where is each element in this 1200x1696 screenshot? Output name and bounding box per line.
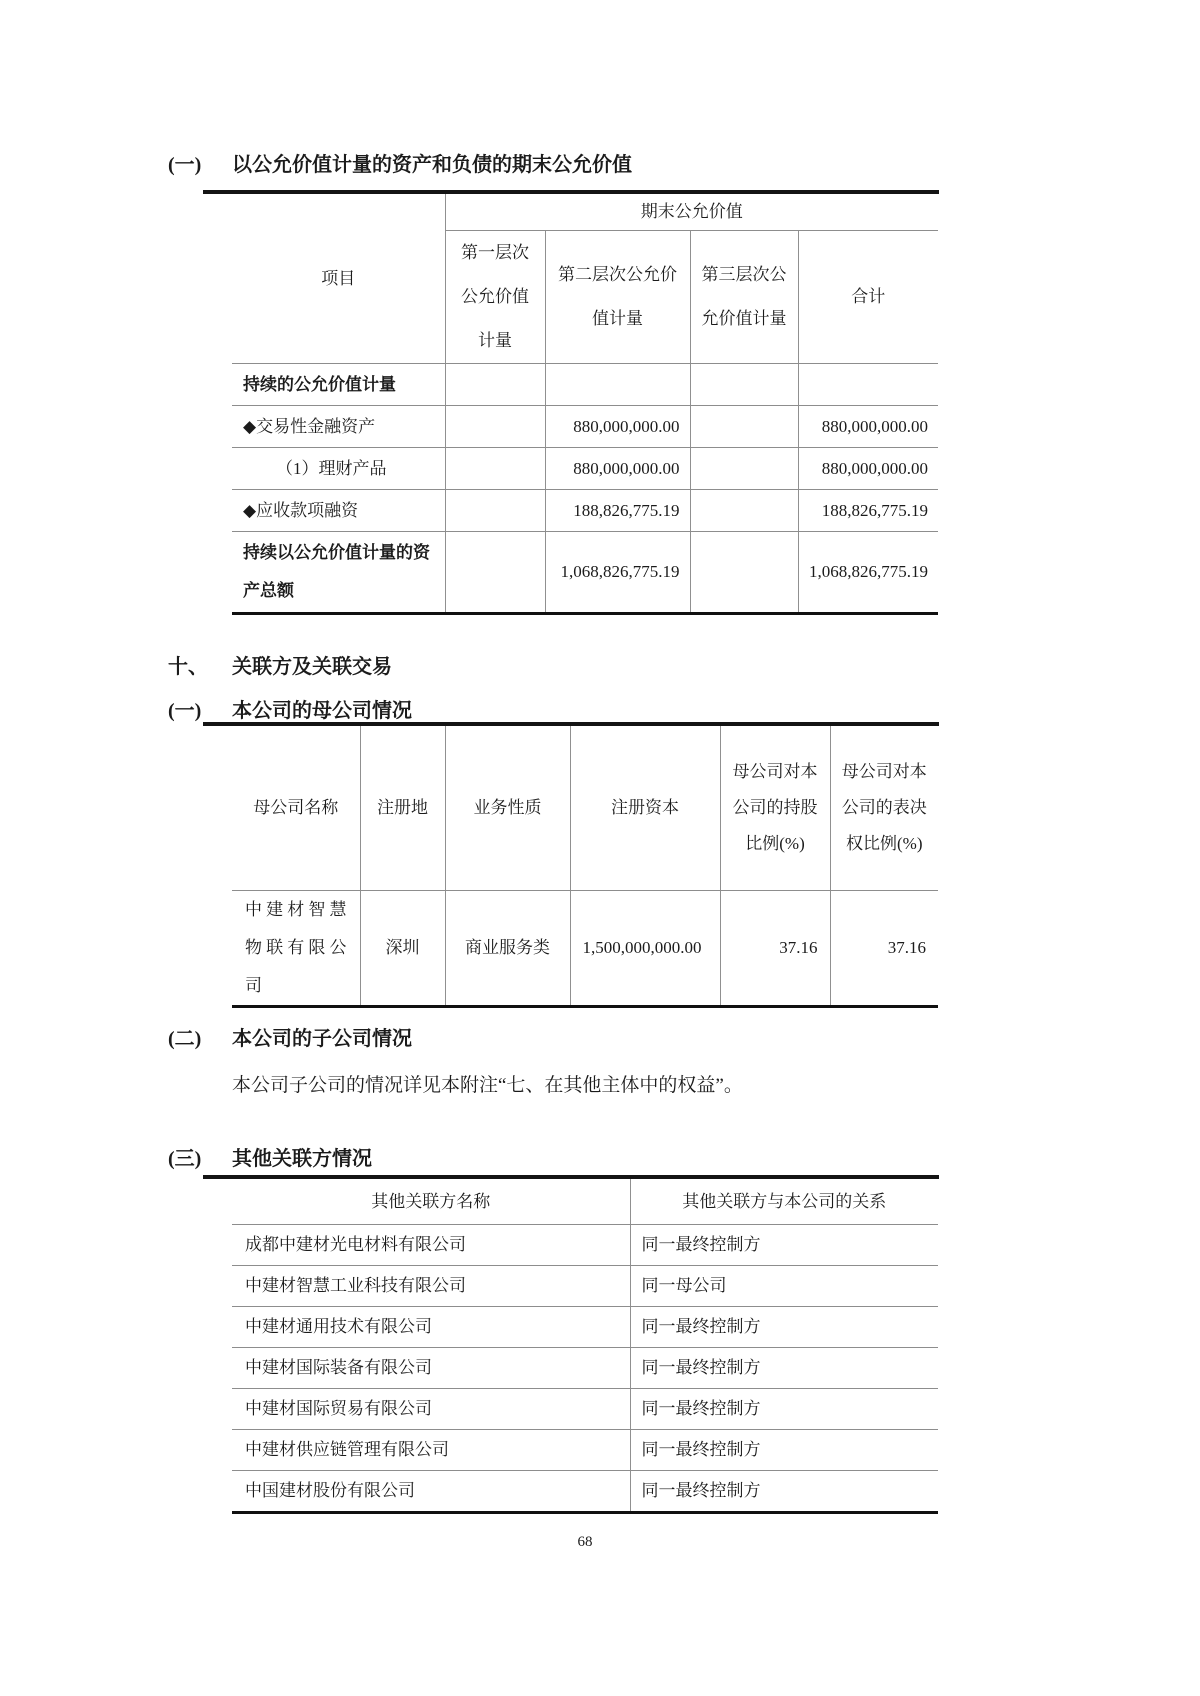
column-header-capital: 注册资本 xyxy=(570,726,720,891)
column-header-level1: 第一层次公允价值计量 xyxy=(445,231,545,364)
cell-total: 880,000,000.00 xyxy=(798,448,938,490)
cell-other-name: 中建材国际贸易有限公司 xyxy=(232,1389,630,1430)
cell-total: 1,068,826,775.19 xyxy=(798,532,938,614)
column-header-business: 业务性质 xyxy=(445,726,570,891)
cell-relation: 同一最终控制方 xyxy=(630,1225,938,1266)
table-row xyxy=(232,1225,938,1266)
section-label: 十、 xyxy=(168,656,208,678)
cell-other-name: 中建材通用技术有限公司 xyxy=(232,1307,630,1348)
section-heading-subsidiaries xyxy=(168,1026,412,1052)
cell-level2: 1,068,826,775.19 xyxy=(545,532,690,614)
table-row xyxy=(232,1430,938,1471)
cell-place: 深圳 xyxy=(360,891,445,1007)
cell-parent-name: 中建材智慧物联有限公司 xyxy=(245,900,347,995)
cell-relation: 同一最终控制方 xyxy=(630,1471,938,1513)
cell-level3 xyxy=(690,448,798,490)
table-row xyxy=(232,1307,938,1348)
cell-voting: 37.16 xyxy=(830,891,938,1007)
cell-level2: 188,826,775.19 xyxy=(545,490,690,532)
column-header-item: 项目 xyxy=(232,194,445,364)
cell-shareholding: 37.16 xyxy=(720,891,830,1007)
cell-other-name: 中建材国际装备有限公司 xyxy=(232,1348,630,1389)
table-row xyxy=(232,1471,938,1513)
cell-level1 xyxy=(445,490,545,532)
section-title: 其他关联方情况 xyxy=(232,1148,372,1170)
row-item: （1）理财产品 xyxy=(232,448,445,490)
cell-level3 xyxy=(690,406,798,448)
cell-other-name: 中建材供应链管理有限公司 xyxy=(232,1430,630,1471)
section-label: (二) xyxy=(168,1028,202,1050)
cell-level1 xyxy=(445,532,545,614)
section-heading-parent-company xyxy=(168,698,412,724)
section-label: (一) xyxy=(168,154,202,176)
cell-level3 xyxy=(690,490,798,532)
cell-level3 xyxy=(690,532,798,614)
table-row xyxy=(232,532,938,614)
parent-company-table xyxy=(232,726,938,1008)
section-heading-other-related xyxy=(168,1146,372,1172)
table-row xyxy=(232,891,938,1007)
page-number: 68 xyxy=(577,1534,593,1550)
section-label: (三) xyxy=(168,1148,202,1170)
row-item: ◆应收款项融资 xyxy=(232,490,445,532)
column-header-name: 母公司名称 xyxy=(232,726,360,891)
cell-other-name: 成都中建材光电材料有限公司 xyxy=(232,1225,630,1266)
column-header-place: 注册地 xyxy=(360,726,445,891)
cell-level1 xyxy=(445,448,545,490)
cell-level3 xyxy=(690,364,798,406)
table-row xyxy=(232,490,938,532)
cell-level2: 880,000,000.00 xyxy=(545,448,690,490)
section-label: (一) xyxy=(168,700,202,722)
table-row xyxy=(232,1266,938,1307)
cell-capital: 1,500,000,000.00 xyxy=(570,891,720,1007)
cell-total: 188,826,775.19 xyxy=(798,490,938,532)
table-row xyxy=(232,1389,938,1430)
row-item: 持续的公允价值计量 xyxy=(232,364,445,406)
cell-level1 xyxy=(445,364,545,406)
column-header-relation: 其他关联方与本公司的关系 xyxy=(630,1179,938,1225)
row-item: 持续以公允价值计量的资产总额 xyxy=(243,543,430,600)
section-title: 本公司的子公司情况 xyxy=(232,1028,412,1050)
group-header-fair-value: 期末公允价值 xyxy=(445,194,938,231)
cell-level2 xyxy=(545,364,690,406)
row-item: ◆交易性金融资产 xyxy=(232,406,445,448)
column-header-level2: 第二层次公允价值计量 xyxy=(545,231,690,364)
cell-other-name: 中建材智慧工业科技有限公司 xyxy=(232,1266,630,1307)
other-related-table xyxy=(232,1179,938,1514)
table-row xyxy=(232,448,938,490)
cell-relation: 同一母公司 xyxy=(630,1266,938,1307)
section-title: 本公司的母公司情况 xyxy=(232,700,412,722)
cell-relation: 同一最终控制方 xyxy=(630,1348,938,1389)
column-header-shareholding: 母公司对本公司的持股比例(%) xyxy=(720,726,830,891)
cell-relation: 同一最终控制方 xyxy=(630,1307,938,1348)
cell-relation: 同一最终控制方 xyxy=(630,1389,938,1430)
table-row xyxy=(232,364,938,406)
fair-value-table xyxy=(232,194,938,615)
cell-level2: 880,000,000.00 xyxy=(545,406,690,448)
cell-total: 880,000,000.00 xyxy=(798,406,938,448)
section-heading-related-parties xyxy=(168,654,392,680)
cell-total xyxy=(798,364,938,406)
cell-business: 商业服务类 xyxy=(445,891,570,1007)
subsidiaries-paragraph: 本公司子公司的情况详见本附注“七、在其他主体中的权益”。 xyxy=(232,1075,743,1096)
cell-level1 xyxy=(445,406,545,448)
column-header-other-name: 其他关联方名称 xyxy=(232,1179,630,1225)
column-header-total: 合计 xyxy=(798,231,938,364)
section-heading-fair-value xyxy=(168,152,632,178)
table-row xyxy=(232,1348,938,1389)
cell-relation: 同一最终控制方 xyxy=(630,1430,938,1471)
section-title: 以公允价值计量的资产和负债的期末公允价值 xyxy=(232,154,632,176)
table-row xyxy=(232,406,938,448)
column-header-voting: 母公司对本公司的表决权比例(%) xyxy=(830,726,938,891)
cell-other-name: 中国建材股份有限公司 xyxy=(245,1481,415,1500)
column-header-level3: 第三层次公允价值计量 xyxy=(690,231,798,364)
section-title: 关联方及关联交易 xyxy=(232,656,392,678)
